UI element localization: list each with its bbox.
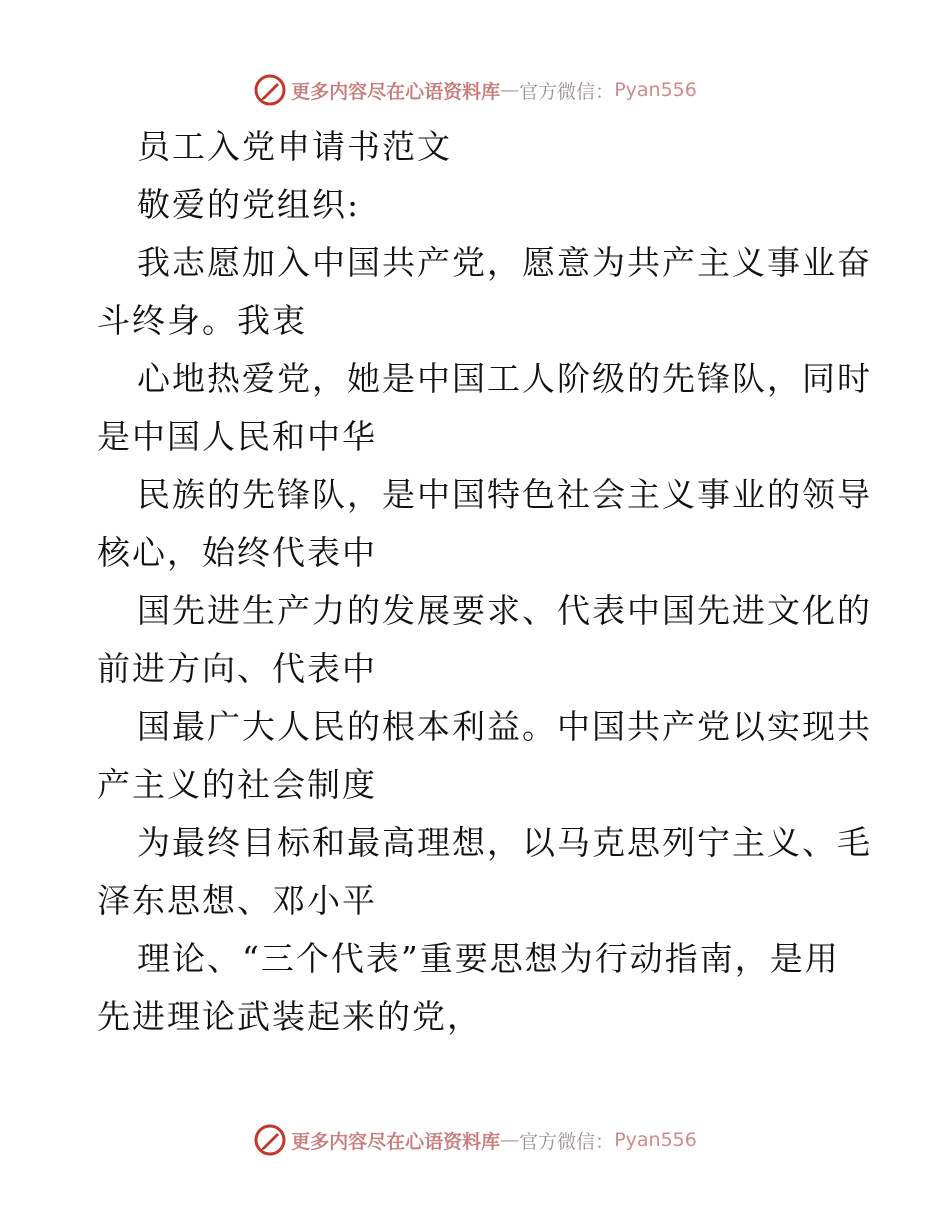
document-salutation: 敬爱的党组织: [137, 185, 361, 224]
watermark-wechat-id: Pyan556 [614, 1129, 697, 1151]
paragraph-line: 我志愿加入中国共产党，愿意为共产主义事业奋 [137, 243, 872, 282]
footer-watermark [0, 1120, 950, 1160]
watermark-main-text: 更多内容尽在心语资料库 [291, 1130, 501, 1153]
paragraph-line: 理论、“三个代表”重要思想为行动指南，是用 [137, 939, 840, 978]
paragraph-line: 心地热爱党，她是中国工人阶级的先锋队，同时 [137, 359, 872, 398]
pen-logo-icon [253, 73, 287, 107]
paragraph-line: 为最终目标和最高理想，以马克思列宁主义、毛 [137, 823, 872, 862]
paragraph-line: 先进理论武装起来的党， [97, 997, 482, 1036]
document-body [97, 118, 872, 1046]
paragraph-line: 核心，始终代表中 [97, 533, 377, 572]
paragraph-line: 是中国人民和中华 [97, 417, 377, 456]
watermark-wechat-id: Pyan556 [614, 79, 697, 101]
watermark-sub-text: 官方微信： [519, 1130, 615, 1153]
paragraph-line: 泽东思想、邓小平 [97, 881, 377, 920]
watermark-dash: — [500, 79, 520, 101]
paragraph-line: 斗终身。我衷 [97, 301, 307, 340]
paragraph-line: 国先进生产力的发展要求、代表中国先进文化的 [137, 591, 872, 630]
watermark-sub-text: 官方微信： [519, 80, 615, 103]
document-title: 员工入党申请书范文 [137, 127, 452, 166]
paragraph-line: 前进方向、代表中 [97, 649, 377, 688]
paragraph-line: 民族的先锋队，是中国特色社会主义事业的领导 [137, 475, 872, 514]
paragraph-line: 产主义的社会制度 [97, 765, 377, 804]
pen-logo-icon [253, 1123, 287, 1157]
watermark-main-text: 更多内容尽在心语资料库 [291, 80, 501, 103]
paragraph-line: 国最广大人民的根本利益。中国共产党以实现共 [137, 707, 872, 746]
header-watermark [0, 70, 950, 110]
watermark-dash: — [500, 1129, 520, 1151]
